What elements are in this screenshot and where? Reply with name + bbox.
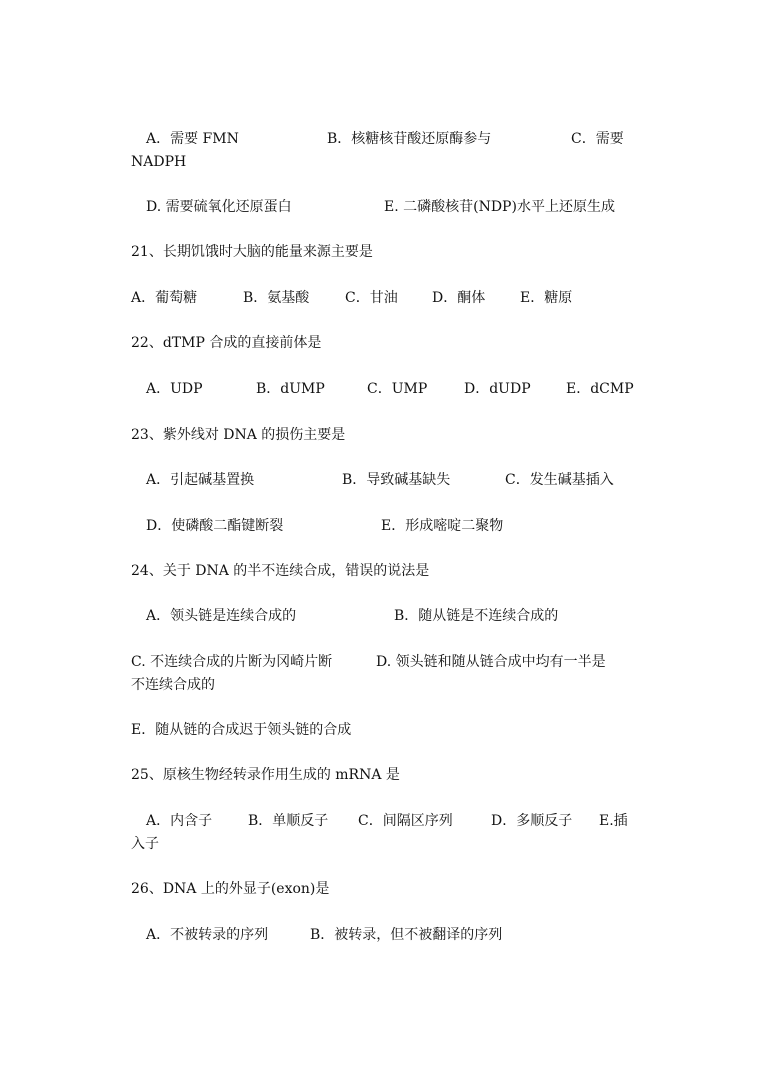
q24-option-d: D. 领头链和随从链合成中均有一半是	[376, 654, 606, 670]
q22-stem: 22、dTMP 合成的直接前体是	[131, 335, 322, 351]
q22-option-a: A．UDP	[146, 381, 203, 397]
q21-option-c: C．甘油	[345, 290, 398, 306]
q23-option-b: B．导致碱基缺失	[342, 472, 451, 488]
q20-option-d: D. 需要硫氧化还原蛋白	[146, 199, 292, 215]
q25-option-e-continued: 入子	[131, 836, 159, 852]
q22-option-c: C．UMP	[367, 381, 428, 397]
q20-option-c-continued: NADPH	[131, 154, 187, 170]
q21-option-a: A．葡萄糖	[131, 290, 198, 306]
q26-option-b: B．被转录，但不被翻译的序列	[310, 927, 503, 943]
q24-stem: 24、关于 DNA 的半不连续合成，错误的说法是	[131, 563, 430, 579]
q24-option-a: A．领头链是连续合成的	[146, 608, 297, 624]
q23-option-c: C．发生碱基插入	[505, 472, 614, 488]
q20-option-c: C．需要	[571, 131, 624, 147]
q21-stem: 21、长期饥饿时大脑的能量来源主要是	[131, 244, 373, 260]
q22-option-b: B．dUMP	[256, 381, 325, 397]
q25-option-e: E.插	[599, 813, 628, 829]
q23-option-d: D．使磷酸二酯键断裂	[146, 518, 284, 534]
q25-option-a: A．内含子	[146, 813, 213, 829]
q26-option-a: A．不被转录的序列	[146, 927, 269, 943]
q20-option-a: A．需要 FMN	[146, 131, 239, 147]
q25-option-d: D．多顺反子	[491, 813, 573, 829]
q24-option-b: B．随从链是不连续合成的	[394, 608, 559, 624]
q25-option-c: C．间隔区序列	[358, 813, 453, 829]
q24-option-e: E．随从链的合成迟于领头链的合成	[131, 722, 352, 738]
q23-option-a: A．引起碱基置换	[146, 472, 255, 488]
q26-stem: 26、DNA 上的外显子(exon)是	[131, 881, 330, 897]
q25-option-b: B．单顺反子	[248, 813, 329, 829]
q22-option-d: D．dUDP	[464, 381, 531, 397]
q25-stem: 25、原核生物经转录作用生成的 mRNA 是	[131, 767, 400, 783]
q24-option-c: C. 不连续合成的片断为冈崎片断	[131, 654, 333, 670]
q24-option-d-continued: 不连续合成的	[131, 677, 215, 693]
q23-stem: 23、紫外线对 DNA 的损伤主要是	[131, 427, 346, 443]
q22-option-e: E．dCMP	[566, 381, 634, 397]
q21-option-d: D．酮体	[432, 290, 486, 306]
q20-option-b: B．核糖核苷酸还原酶参与	[327, 131, 492, 147]
q21-option-e: E．糖原	[520, 290, 573, 306]
q20-option-e: E. 二磷酸核苷(NDP)水平上还原生成	[384, 199, 615, 215]
q21-option-b: B．氨基酸	[243, 290, 310, 306]
q23-option-e: E．形成嘧啶二聚物	[381, 518, 504, 534]
